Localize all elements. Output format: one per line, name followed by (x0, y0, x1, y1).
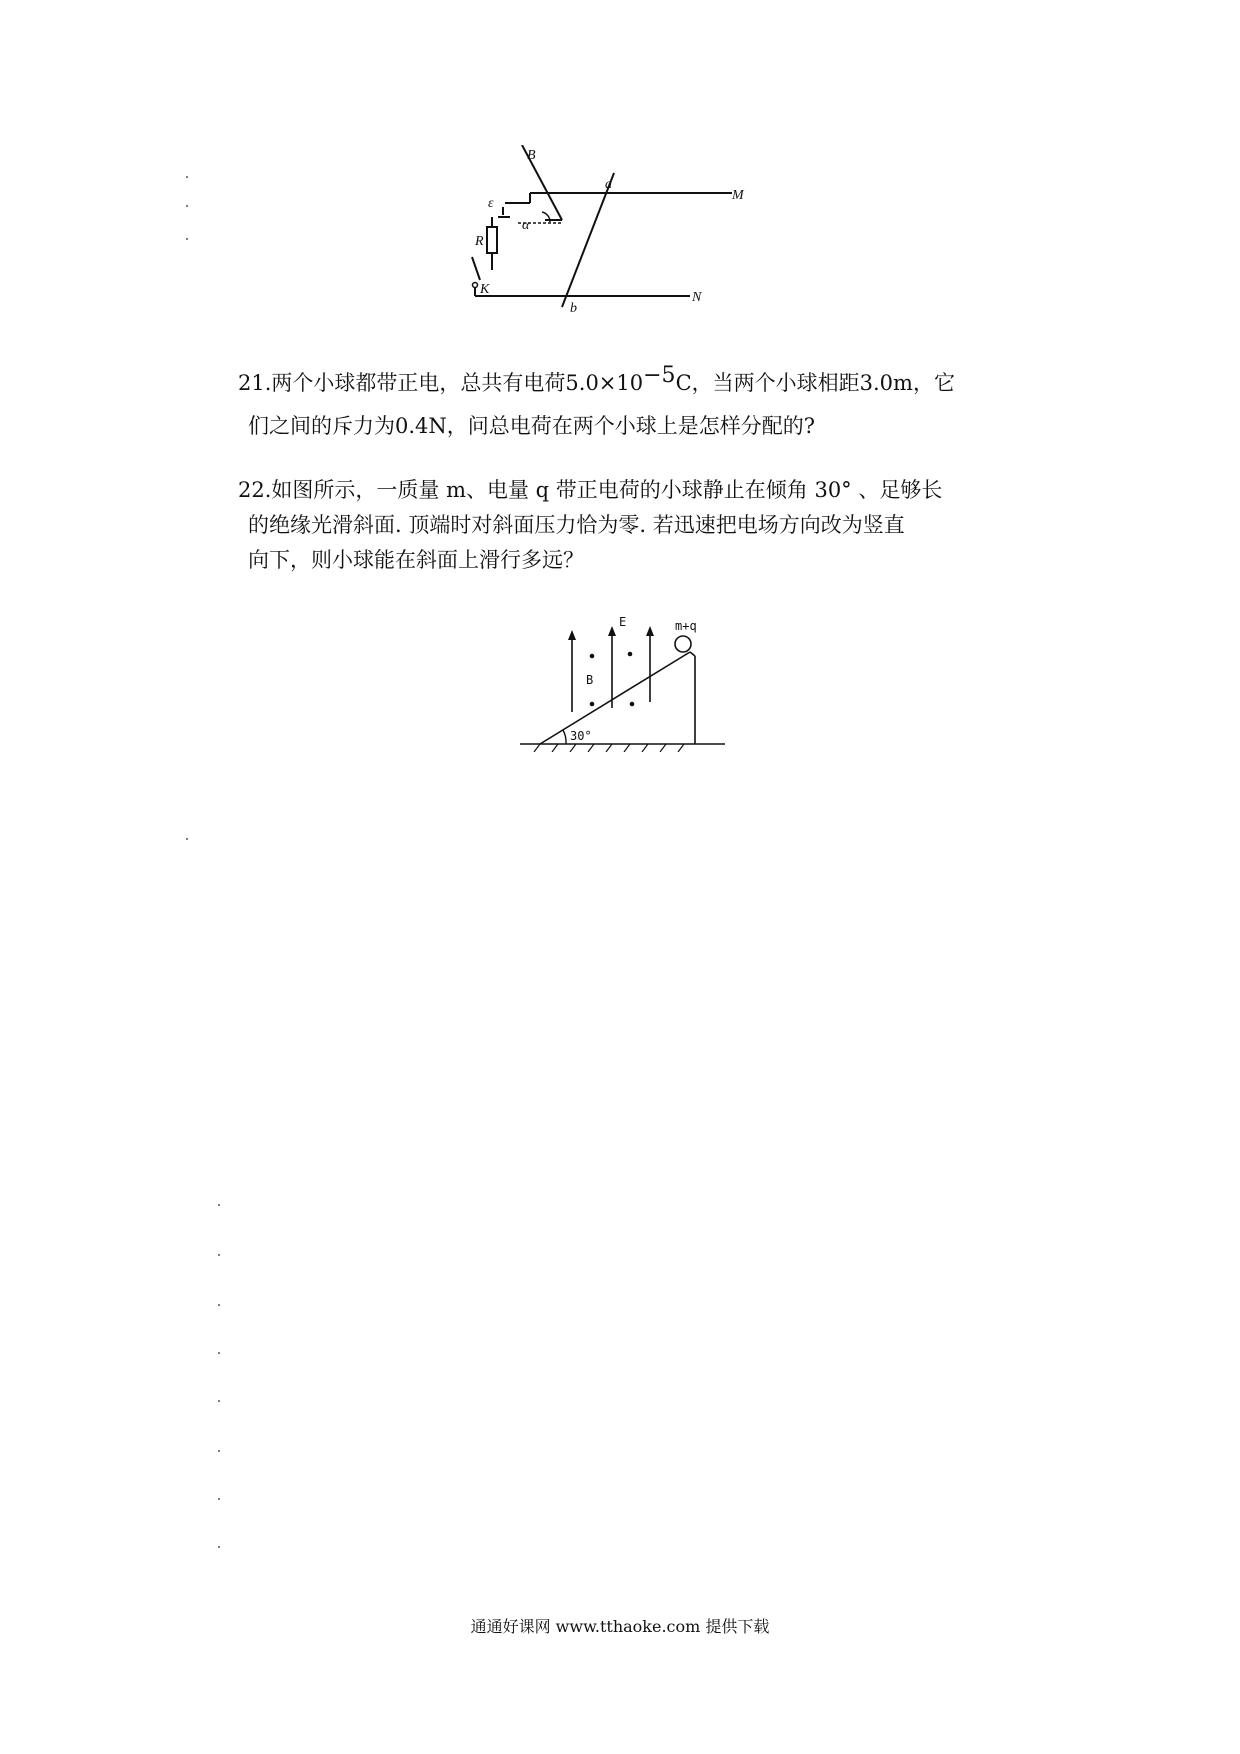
field-dot (630, 702, 635, 707)
margin-mark (186, 205, 188, 207)
incline-surface (540, 652, 690, 744)
label-n: N (692, 290, 702, 305)
question-21-number: 21. (238, 371, 272, 395)
question-22-number: 22. (238, 478, 272, 502)
field-dot (628, 652, 633, 657)
incline-figure (520, 612, 725, 752)
arrow-head-icon (646, 626, 654, 636)
margin-mark (186, 838, 188, 840)
label-b: B (527, 148, 536, 163)
field-dot (590, 654, 595, 659)
question-21-line-1: 21.两个小球都带正电，总共有电荷$5.0\times 10^{-5}C$，当两个小球相距3.0m，它 (238, 363, 955, 395)
margin-mark (218, 1254, 220, 1256)
rail-circuit-figure (470, 145, 770, 325)
label-mq: m+q (675, 619, 697, 633)
label-k: K (480, 282, 490, 297)
page-footer: 通通好课网 www.tthaoke.com 提供下载 (470, 1617, 770, 1636)
question-22-line-2: 的绝缘光滑斜面. 顶端时对斜面压力恰为零. 若迅速把电场方向改为竖直 (248, 513, 905, 537)
margin-mark (218, 1546, 220, 1548)
resistor-icon (487, 227, 497, 253)
ground-hatching (534, 744, 684, 752)
switch-icon (472, 257, 480, 280)
label-b-lower: b (570, 301, 577, 316)
margin-mark (218, 1400, 220, 1402)
margin-mark (186, 176, 188, 178)
margin-mark (218, 1204, 220, 1206)
question-22-line-1: 22.如图所示，一质量 m、电量 q 带正电荷的小球静止在倾角 30° 、足够长 (238, 478, 943, 502)
margin-mark (186, 238, 188, 240)
label-m: M (732, 188, 744, 203)
margin-mark (218, 1450, 220, 1452)
label-a: a (605, 177, 612, 192)
label-b: B (586, 673, 594, 687)
arrow-head-icon (608, 626, 616, 636)
label-r: R (475, 234, 484, 249)
question-21 (238, 363, 1058, 444)
question-21-line-2: 们之间的斥力为0.4N，问总电荷在两个小球上是怎样分配的? (248, 414, 816, 438)
margin-mark (218, 1304, 220, 1306)
question-22-line-3: 向下，则小球能在斜面上滑行多远？ (248, 548, 584, 572)
ball (675, 636, 691, 652)
label-alpha: α (522, 218, 530, 233)
angle-arc (563, 730, 566, 744)
label-e: E (619, 615, 627, 629)
label-epsilon: ε (488, 196, 494, 211)
arrow-head-icon (568, 630, 576, 640)
label-angle: 30° (570, 729, 592, 743)
margin-mark (218, 1352, 220, 1354)
question-22 (238, 473, 1058, 578)
margin-mark (218, 1498, 220, 1500)
field-dot (590, 702, 595, 707)
